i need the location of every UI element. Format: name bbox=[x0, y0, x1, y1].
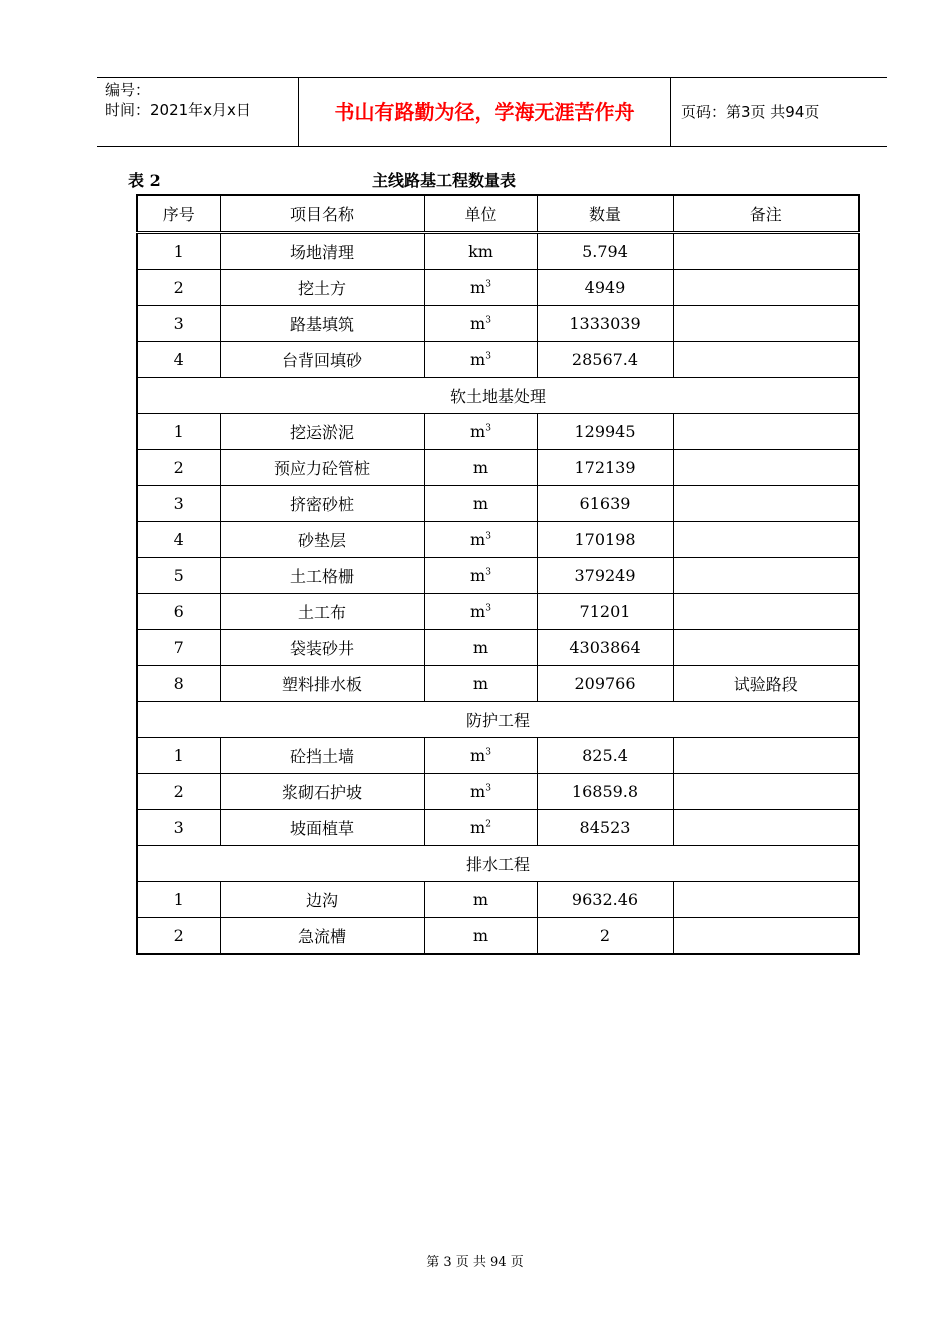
table-title: 主线路基工程数量表 bbox=[372, 171, 517, 190]
header-meta bbox=[105, 80, 251, 120]
cell-unit bbox=[424, 486, 537, 522]
cell-qty: 71201 bbox=[537, 594, 673, 630]
cell-no: 4 bbox=[137, 522, 220, 558]
cell-unit bbox=[424, 810, 537, 846]
cell-note bbox=[673, 522, 859, 558]
section-title: 软土地基处理 bbox=[137, 378, 859, 414]
cell-name: 台背回填砂 bbox=[220, 342, 424, 378]
unit-exponent: 3 bbox=[485, 603, 491, 614]
cell-no: 2 bbox=[137, 774, 220, 810]
cell-qty: 16859.8 bbox=[537, 774, 673, 810]
unit-exponent: 3 bbox=[485, 567, 491, 578]
cell-no: 2 bbox=[137, 918, 220, 955]
cell-no: 5 bbox=[137, 558, 220, 594]
section-row bbox=[137, 846, 859, 882]
cell-no: 4 bbox=[137, 342, 220, 378]
cell-qty: 2 bbox=[537, 918, 673, 955]
unit-exponent: 3 bbox=[485, 279, 491, 290]
table-row bbox=[137, 414, 859, 450]
cell-unit bbox=[424, 450, 537, 486]
cell-unit bbox=[424, 414, 537, 450]
cell-name: 挖运淤泥 bbox=[220, 414, 424, 450]
cell-unit bbox=[424, 594, 537, 630]
unit-text: m bbox=[470, 746, 486, 765]
cell-qty: 1333039 bbox=[537, 306, 673, 342]
cell-no: 7 bbox=[137, 630, 220, 666]
cell-note bbox=[673, 774, 859, 810]
cell-name: 坡面植草 bbox=[220, 810, 424, 846]
cell-name: 塑料排水板 bbox=[220, 666, 424, 702]
cell-unit bbox=[424, 918, 537, 955]
cell-name: 土工格栅 bbox=[220, 558, 424, 594]
section-row bbox=[137, 702, 859, 738]
cell-unit bbox=[424, 630, 537, 666]
unit-text: m bbox=[470, 530, 486, 549]
unit-text: m bbox=[472, 890, 489, 909]
cell-name: 挤密砂桩 bbox=[220, 486, 424, 522]
unit-exponent: 2 bbox=[485, 819, 491, 830]
code-label: 编号： bbox=[105, 81, 151, 99]
header-note: 备注 bbox=[673, 195, 859, 233]
cell-unit bbox=[424, 558, 537, 594]
unit-exponent: 3 bbox=[485, 747, 491, 758]
cell-no: 1 bbox=[137, 233, 220, 270]
cell-no: 1 bbox=[137, 882, 220, 918]
cell-note bbox=[673, 270, 859, 306]
cell-name: 场地清理 bbox=[220, 233, 424, 270]
unit-exponent: 3 bbox=[485, 351, 491, 362]
header-no: 序号 bbox=[137, 195, 220, 233]
cell-no: 3 bbox=[137, 306, 220, 342]
unit-exponent: 3 bbox=[485, 531, 491, 542]
unit-text: m bbox=[472, 926, 489, 945]
cell-note bbox=[673, 306, 859, 342]
unit-exponent: 3 bbox=[485, 783, 491, 794]
header-motto: 书山有路勤为径，学海无涯苦作舟 bbox=[334, 100, 635, 124]
cell-no: 1 bbox=[137, 738, 220, 774]
page-footer: 第 3 页 共 94 页 bbox=[426, 1255, 524, 1270]
table-row bbox=[137, 594, 859, 630]
cell-no: 2 bbox=[137, 270, 220, 306]
unit-text: m bbox=[470, 350, 486, 369]
cell-qty: 9632.46 bbox=[537, 882, 673, 918]
cell-name: 砼挡土墙 bbox=[220, 738, 424, 774]
cell-qty: 379249 bbox=[537, 558, 673, 594]
cell-note bbox=[673, 558, 859, 594]
unit-exponent: 3 bbox=[485, 315, 491, 326]
table-row bbox=[137, 306, 859, 342]
cell-note bbox=[673, 630, 859, 666]
cell-qty: 61639 bbox=[537, 486, 673, 522]
cell-qty: 4303864 bbox=[537, 630, 673, 666]
cell-qty: 170198 bbox=[537, 522, 673, 558]
time-label: 时间：2021年x月x日 bbox=[105, 101, 251, 119]
unit-text: m bbox=[472, 674, 489, 693]
cell-unit bbox=[424, 522, 537, 558]
cell-no: 2 bbox=[137, 450, 220, 486]
header-unit: 单位 bbox=[424, 195, 537, 233]
cell-note bbox=[673, 233, 859, 270]
cell-note bbox=[673, 918, 859, 955]
cell-qty: 84523 bbox=[537, 810, 673, 846]
cell-name: 砂垫层 bbox=[220, 522, 424, 558]
unit-text: m bbox=[470, 818, 486, 837]
table-row bbox=[137, 882, 859, 918]
header-qty: 数量 bbox=[537, 195, 673, 233]
table-row bbox=[137, 774, 859, 810]
unit-text: m bbox=[472, 494, 489, 513]
cell-note bbox=[673, 738, 859, 774]
table-header-row bbox=[137, 195, 859, 233]
table-row bbox=[137, 810, 859, 846]
cell-unit bbox=[424, 882, 537, 918]
section-title: 排水工程 bbox=[137, 846, 859, 882]
cell-unit bbox=[424, 666, 537, 702]
cell-note bbox=[673, 594, 859, 630]
table-row bbox=[137, 738, 859, 774]
unit-text: m bbox=[470, 278, 486, 297]
cell-unit bbox=[424, 342, 537, 378]
cell-note bbox=[673, 810, 859, 846]
table-row bbox=[137, 486, 859, 522]
cell-name: 路基填筑 bbox=[220, 306, 424, 342]
section-row bbox=[137, 378, 859, 414]
cell-unit bbox=[424, 306, 537, 342]
table-body bbox=[137, 233, 859, 955]
table-row bbox=[137, 450, 859, 486]
unit-text: m bbox=[470, 782, 486, 801]
table-row bbox=[137, 233, 859, 270]
cell-qty: 209766 bbox=[537, 666, 673, 702]
table-row bbox=[137, 630, 859, 666]
cell-no: 3 bbox=[137, 486, 220, 522]
header-name: 项目名称 bbox=[220, 195, 424, 233]
unit-text: m bbox=[470, 566, 486, 585]
cell-unit bbox=[424, 738, 537, 774]
table-row bbox=[137, 666, 859, 702]
header-divider bbox=[670, 78, 671, 146]
cell-note bbox=[673, 450, 859, 486]
table-label: 表 2 bbox=[128, 171, 161, 190]
cell-note bbox=[673, 486, 859, 522]
unit-text: m bbox=[470, 314, 486, 333]
table-row bbox=[137, 522, 859, 558]
cell-name: 土工布 bbox=[220, 594, 424, 630]
cell-no: 3 bbox=[137, 810, 220, 846]
header-page-label: 页码：第3页 共94页 bbox=[681, 103, 820, 121]
cell-name: 浆砌石护坡 bbox=[220, 774, 424, 810]
cell-unit bbox=[424, 774, 537, 810]
unit-exponent: 3 bbox=[485, 423, 491, 434]
table-row bbox=[137, 918, 859, 955]
table-row bbox=[137, 558, 859, 594]
cell-qty: 28567.4 bbox=[537, 342, 673, 378]
table-row bbox=[137, 270, 859, 306]
cell-name: 挖土方 bbox=[220, 270, 424, 306]
cell-unit bbox=[424, 270, 537, 306]
quantity-table bbox=[136, 194, 860, 955]
cell-unit bbox=[424, 233, 537, 270]
unit-text: m bbox=[470, 602, 486, 621]
cell-qty: 172139 bbox=[537, 450, 673, 486]
cell-note bbox=[673, 414, 859, 450]
cell-no: 8 bbox=[137, 666, 220, 702]
cell-name: 边沟 bbox=[220, 882, 424, 918]
cell-no: 6 bbox=[137, 594, 220, 630]
cell-qty: 4949 bbox=[537, 270, 673, 306]
cell-name: 急流槽 bbox=[220, 918, 424, 955]
unit-text: m bbox=[472, 458, 489, 477]
cell-qty: 825.4 bbox=[537, 738, 673, 774]
cell-name: 预应力砼管桩 bbox=[220, 450, 424, 486]
unit-text: km bbox=[468, 242, 493, 261]
cell-note bbox=[673, 882, 859, 918]
cell-qty: 5.794 bbox=[537, 233, 673, 270]
cell-note: 试验路段 bbox=[673, 666, 859, 702]
cell-name: 袋装砂井 bbox=[220, 630, 424, 666]
cell-no: 1 bbox=[137, 414, 220, 450]
cell-note bbox=[673, 342, 859, 378]
section-title: 防护工程 bbox=[137, 702, 859, 738]
unit-text: m bbox=[472, 638, 489, 657]
unit-text: m bbox=[470, 422, 486, 441]
cell-qty: 129945 bbox=[537, 414, 673, 450]
table-row bbox=[137, 342, 859, 378]
page-header bbox=[97, 77, 887, 147]
